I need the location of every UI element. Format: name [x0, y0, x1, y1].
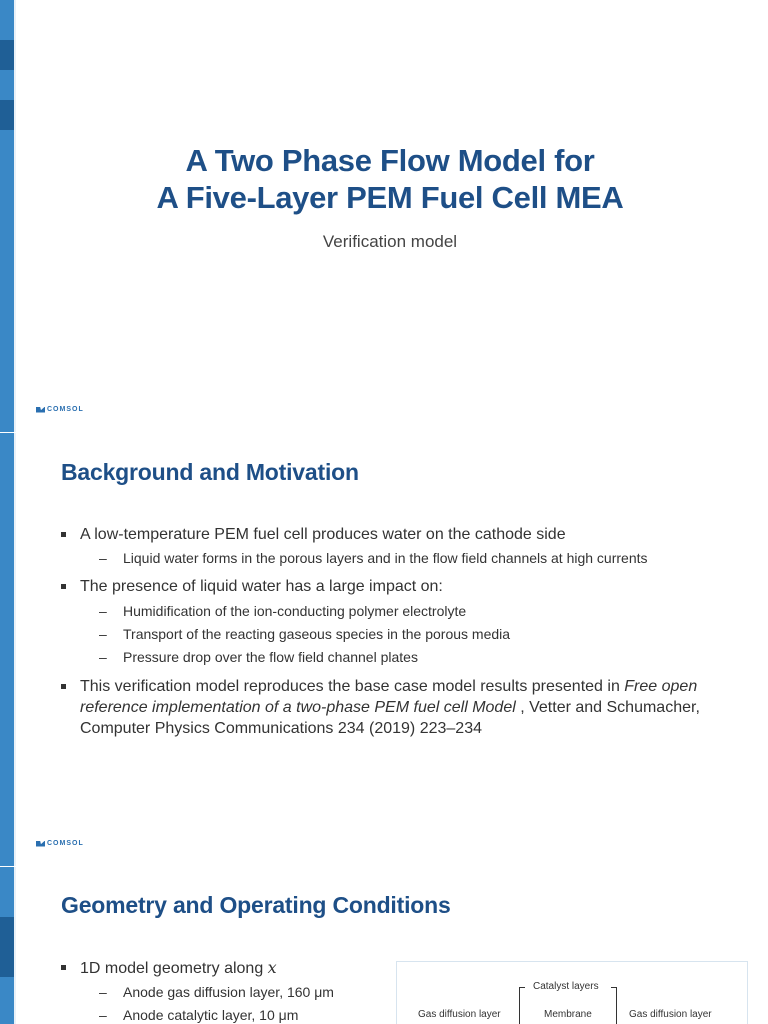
bullet-text: This verification model reproduces the base case model results presented in — [80, 678, 625, 695]
sub-bullet-text: Pressure drop over the flow field channel plates — [123, 649, 418, 665]
bullet-item — [61, 957, 381, 979]
dash-glyph: – — [99, 626, 107, 642]
sub-bullet-text: Liquid water forms in the porous layers and in the flow field channels at high currents — [123, 550, 648, 566]
bracket-right — [611, 987, 617, 1024]
reference-title: Free open reference implementation of a two-phase PEM fuel cell Model — [80, 678, 698, 716]
dash-glyph: – — [99, 603, 107, 619]
slide-subtitle: Verification model — [322, 232, 458, 251]
comsol-logo — [36, 406, 84, 413]
bullet-item — [61, 676, 741, 739]
dash-glyph: – — [99, 550, 107, 566]
bullet-list — [61, 524, 741, 739]
gdl-right-label: Gas diffusion layer — [629, 1009, 712, 1020]
sub-bullet-item — [61, 601, 741, 621]
sub-bullet-text: Anode catalytic layer, 10 μm — [123, 1007, 299, 1023]
sub-bullet-text: Transport of the reacting gaseous species in the porous media — [123, 626, 511, 642]
bullet-item: A low-temperature PEM fuel cell produces water on the cathode side — [61, 524, 741, 545]
title-slide — [0, 0, 768, 432]
bullet-list — [61, 957, 381, 1024]
slide-title — [40, 142, 740, 216]
title-line-2: A Five-Layer PEM Fuel Cell MEA — [156, 180, 624, 215]
slide-heading: Geometry and Operating Conditions — [61, 892, 451, 918]
membrane-label: Membrane — [544, 1009, 592, 1020]
catalyst-layers-label: Catalyst layers — [533, 981, 599, 992]
geometry-slide — [0, 867, 768, 1024]
dash-glyph: – — [99, 1007, 107, 1023]
math-variable: x — [267, 958, 277, 977]
sub-bullet-item — [61, 647, 741, 667]
slide-accent-edge — [14, 867, 20, 1024]
comsol-logo-icon — [36, 407, 45, 413]
sub-bullet-text: Humidification of the ion-conducting polymer electrolyte — [123, 603, 467, 619]
comsol-logo — [36, 840, 84, 847]
dash-glyph: – — [99, 984, 107, 1000]
sub-bullet-text: Anode gas diffusion layer, 160 μm — [123, 984, 334, 1000]
sub-bullet-item — [61, 624, 741, 644]
sub-bullet-item — [61, 1005, 381, 1024]
bracket-left — [519, 987, 525, 1024]
background-slide — [0, 433, 768, 866]
dash-glyph: – — [99, 649, 107, 665]
gdl-left-label: Gas diffusion layer — [418, 1009, 501, 1020]
bullet-text: , Vetter and Schumacher, Computer Physics Communications 234 (2019) 223–234 — [80, 699, 700, 737]
slide-accent-edge — [14, 0, 20, 432]
title-line-1: A Two Phase Flow Model for — [185, 143, 595, 178]
slide-accent-edge — [14, 433, 20, 866]
comsol-logo-text: COMSOL — [47, 406, 84, 413]
mea-layer-diagram — [396, 961, 748, 1024]
bullet-text: 1D model geometry along — [80, 960, 268, 977]
slide-heading: Background and Motivation — [61, 459, 359, 485]
sub-bullet-item — [61, 548, 741, 568]
sub-bullet-item — [61, 982, 381, 1002]
comsol-logo-icon — [36, 841, 45, 847]
bullet-item: The presence of liquid water has a large impact on: — [61, 576, 741, 597]
comsol-logo-text: COMSOL — [47, 840, 84, 847]
